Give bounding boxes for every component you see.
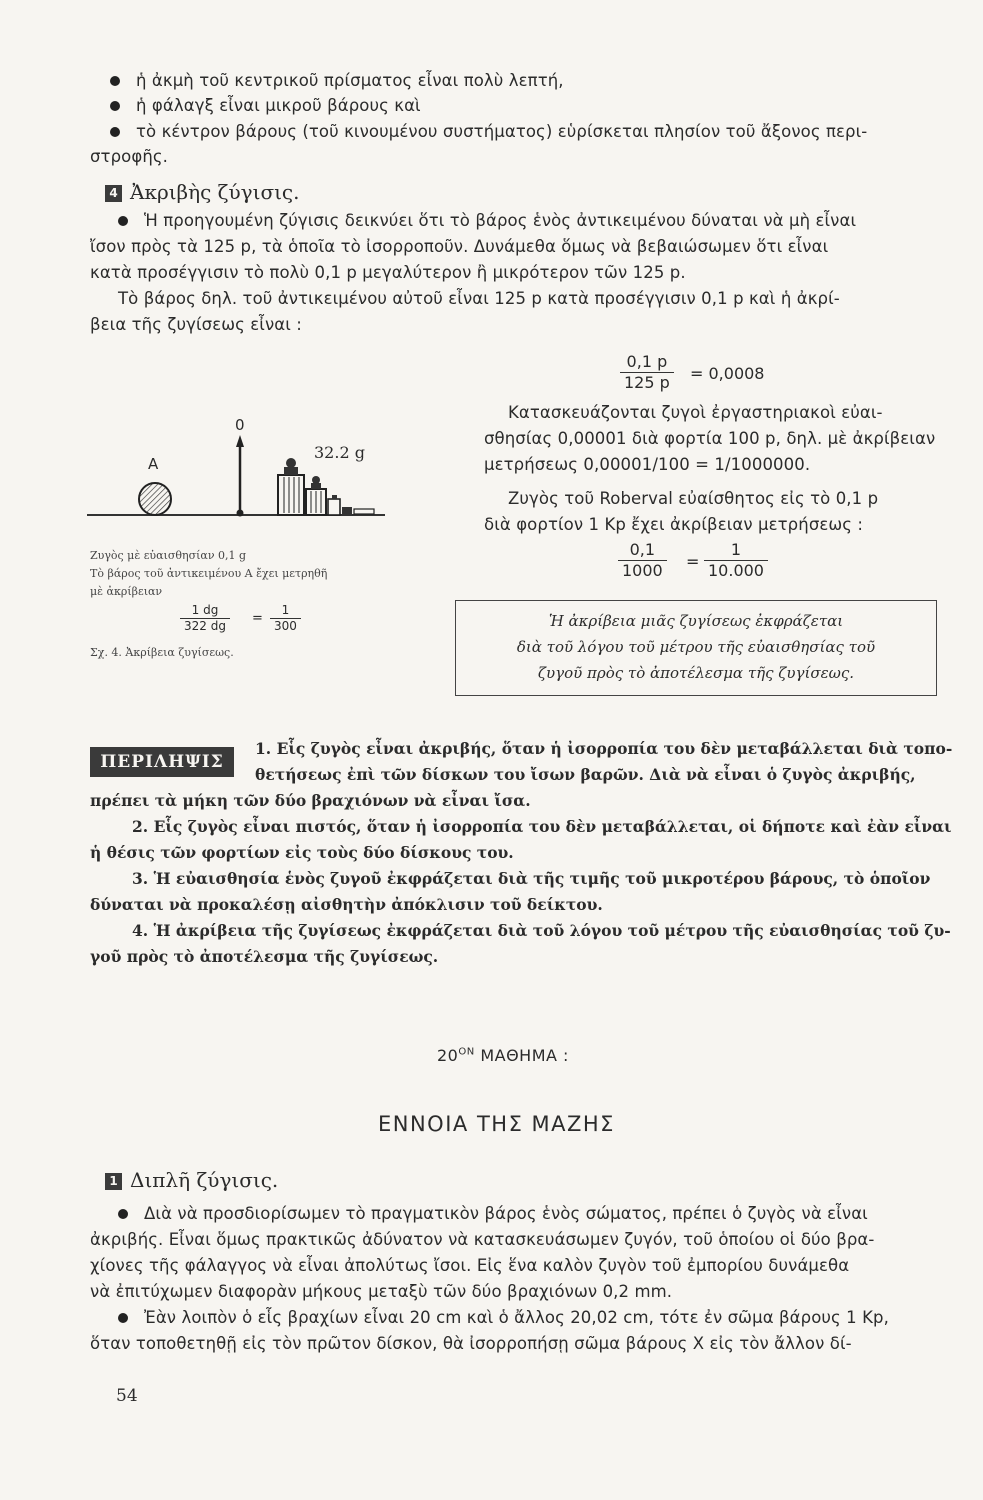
right-line-5: διὰ φορτίον 1 Kp ἔχει ἀκρίβειαν μετρήσεως : [484,515,864,534]
fraction-equals: = [686,552,700,571]
bullet-line-2: ἡ φάλαγξ εἶναι μικροῦ βάρους καὶ [136,96,421,115]
bullet-line-3: τὸ κέντρον βάρους (τοῦ κινουμένου συστήματος) εὑρίσκεται πλησίον τοῦ ἄξονος περι- [136,122,868,141]
s1-line-4: νὰ ἐπιτύχωμεν διαφορὰν μήκους μεταξὺ τῶν δύο βραχιόνων 0,2 mm. [90,1282,673,1301]
caption-line-1: Ζυγὸς μὲ εὐαισθησίαν 0,1 g [90,549,247,562]
s1-line-5: Ἐὰν λοιπὸν ὁ εἷς βραχίων εἶναι 20 cm καὶ ὁ ἄλλος 20,02 cm, τότε ἐν σῶμα βάρους 1 Kp, [144,1308,889,1327]
fraction-numerator: 0,1 [618,540,667,561]
summary-line-6: 3. Ἡ εὐαισθησία ἑνὸς ζυγοῦ ἐκφράζεται διὰ τῆς τιμῆς τοῦ μικροτέρου βάρους, τὸ ὁποῖον [132,869,931,888]
definition-line-2: διὰ τοῦ λόγου τοῦ μέτρου τῆς εὐαισθησίας τοῦ [516,638,876,656]
right-line-3: μετρήσεως 0,00001/100 = 1/1000000. [484,455,811,474]
lesson-label [437,1046,569,1065]
weights [278,458,374,515]
accuracy-result: = 0,0008 [690,364,765,383]
fraction-denominator: 300 [274,619,297,633]
fraction-denominator: 1000 [622,561,663,580]
definition-line-1: Ἡ ἀκρίβεια μιᾶς ζυγίσεως ἐκφράζεται [548,612,844,630]
pointer-pivot [237,510,244,517]
s4-line-3: κατὰ προσέγγισιν τὸ πολὺ 0,1 p μεγαλύτερον ἢ μικρότερον τῶν 125 p. [90,263,686,282]
page-number: 54 [116,1386,138,1406]
figure-caption-label: Σχ. 4. Ἀκρίβεια ζυγίσεως. [90,646,234,659]
bullet-line-1: ἡ ἀκμὴ τοῦ κεντρικοῦ πρίσματος εἶναι πολὺ λεπτή, [136,71,564,90]
section-1-title: Διπλῆ ζύγισις. [130,1168,279,1192]
fraction-numerator: 0,1 p [620,352,674,373]
fraction-denominator: 125 p [624,373,670,392]
balance-figure [85,415,425,525]
summary-line-2: θετήσεως ἐπὶ τῶν δίσκων του ἴσων βαρῶν. Διὰ νὰ εἶναι ὁ ζυγὸς ἀκριβής, [255,765,916,784]
lesson-word: ΜΑΘΗΜΑ : [480,1046,569,1065]
summary-line-7: δύναται νὰ προκαλέσῃ αἰσθητὴν ἀπόκλισιν τοῦ δείκτου. [90,895,603,914]
section-4-heading [105,180,300,204]
object-a-label: A [148,455,159,473]
s1-line-6: ὅταν τοποθετηθῇ εἰς τὸν πρῶτον δίσκον, θὰ ἰσορροπήσῃ σῶμα βάρους Χ εἰς τὸν ἄλλον δί- [90,1334,852,1353]
definition-line-3: ζυγοῦ πρὸς τὸ ἀποτέλεσμα τῆς ζυγίσεως. [537,664,855,682]
summary-line-8: 4. Ἡ ἀκρίβεια τῆς ζυγίσεως ἐκφράζεται διὰ τοῦ λόγου τοῦ μέτρου τῆς εὐαισθησίας τοῦ ζυ- [132,921,951,940]
roberval-fraction-right [704,540,768,581]
bullet-line-3-cont: στροφῆς. [90,147,169,166]
summary-line-4: 2. Εἷς ζυγὸς εἶναι πιστός, ὅταν ἡ ἰσορροπία του δὲν μεταβάλλεται, οἱ δήποτε καὶ ἐὰν εἶναι [132,817,952,836]
right-line-1: Κατασκευάζονται ζυγοὶ ἐργαστηριακοὶ εὐαι- [508,403,883,422]
s4-line-2: ἴσον πρὸς τὰ 125 p, τὰ ὁποῖα τὸ ἰσορροποῦν. Δυνάμεθα ὅμως νὰ βεβαιώσωμεν ὅτι εἶναι [90,237,829,256]
caption-line-3: μὲ ἀκρίβειαν [90,585,163,598]
definition-box [455,600,937,696]
s4-line-4: Τὸ βάρος δηλ. τοῦ ἀντικειμένου αὐτοῦ εἶναι 125 p κατὰ προσέγγισιν 0,1 p καὶ ἡ ἀκρί- [118,289,840,308]
section-4-title: Ἀκριβὴς ζύγισις. [130,180,300,204]
caption-fraction-left [180,603,230,634]
fraction-numerator: 1 [704,540,768,561]
right-line-2: σθησίας 0,00001 διὰ φορτία 100 p, δηλ. μὲ ἀκρίβειαν [484,429,936,448]
s1-line-2: ἀκριβής. Εἶναι ὅμως πρακτικῶς ἀδύνατον νὰ κατασκευάσωμεν ζυγόν, τοῦ ὁποίου οἱ δύο βρα- [90,1230,875,1249]
caption-line-2: Τὸ βάρος τοῦ ἀντικειμένου Α ἔχει μετρηθῆ [90,567,328,580]
caption-fraction-right [270,603,301,634]
summary-line-5: ἡ θέσις τῶν φορτίων εἰς τοὺς δύο δίσκους του. [90,843,514,862]
right-line-4: Ζυγὸς τοῦ Roberval εὐαίσθητος εἰς τὸ 0,1 p [508,489,879,508]
section-4-number: 4 [105,185,122,202]
page-title: ΕΝΝΟΙΑ ΤΗΣ ΜΑΖΗΣ [378,1112,615,1136]
s4-line-1: Ἡ προηγουμένη ζύγισις δεικνύει ὅτι τὸ βάρος ἑνὸς ἀντικειμένου δύναται νὰ μὴ εἶναι [144,211,857,230]
scale-zero-label: 0 [235,416,245,434]
lesson-number: 20 [437,1046,459,1065]
s1-line-3: χίονες τῆς φάλαγγος νὰ εἶναι ἀπολύτως ἴσοι. Εἰς ἕνα καλὸν ζυγὸν τοῦ ἐμπορίου δυνάμεθα [90,1256,850,1275]
caption-equals: = [252,611,263,626]
summary-line-9: γοῦ πρὸς τὸ ἀποτέλεσμα τῆς ζυγίσεως. [90,947,439,966]
summary-line-3: πρέπει τὰ μήκη τῶν δύο βραχιόνων νὰ εἶναι ἴσα. [90,791,531,810]
fraction-numerator: 1 [270,603,301,619]
object-a [139,483,171,515]
fraction-denominator: 322 dg [184,619,226,633]
section-1-number: 1 [105,1173,122,1190]
summary-line-1: 1. Εἷς ζυγὸς εἶναι ἀκριβής, ὅταν ἡ ἰσορροπία του δὲν μεταβάλλεται διὰ τοπο- [255,739,953,758]
roberval-fraction-left [618,540,667,581]
fraction-denominator: 10.000 [708,561,764,580]
lesson-suffix: ΟΝ [458,1046,475,1058]
fraction-numerator: 1 dg [180,603,230,619]
s4-line-5: βεια τῆς ζυγίσεως εἶναι : [90,315,302,334]
section-1-heading [105,1168,278,1192]
summary-label: ΠΕΡΙΛΗΨΙΣ [90,747,234,777]
weight-label: 32.2 g [314,443,365,462]
s1-line-1: Διὰ νὰ προσδιορίσωμεν τὸ πραγματικὸν βάρος ἑνὸς σώματος, πρέπει ὁ ζυγὸς νὰ εἶναι [144,1204,868,1223]
accuracy-fraction [620,352,674,393]
